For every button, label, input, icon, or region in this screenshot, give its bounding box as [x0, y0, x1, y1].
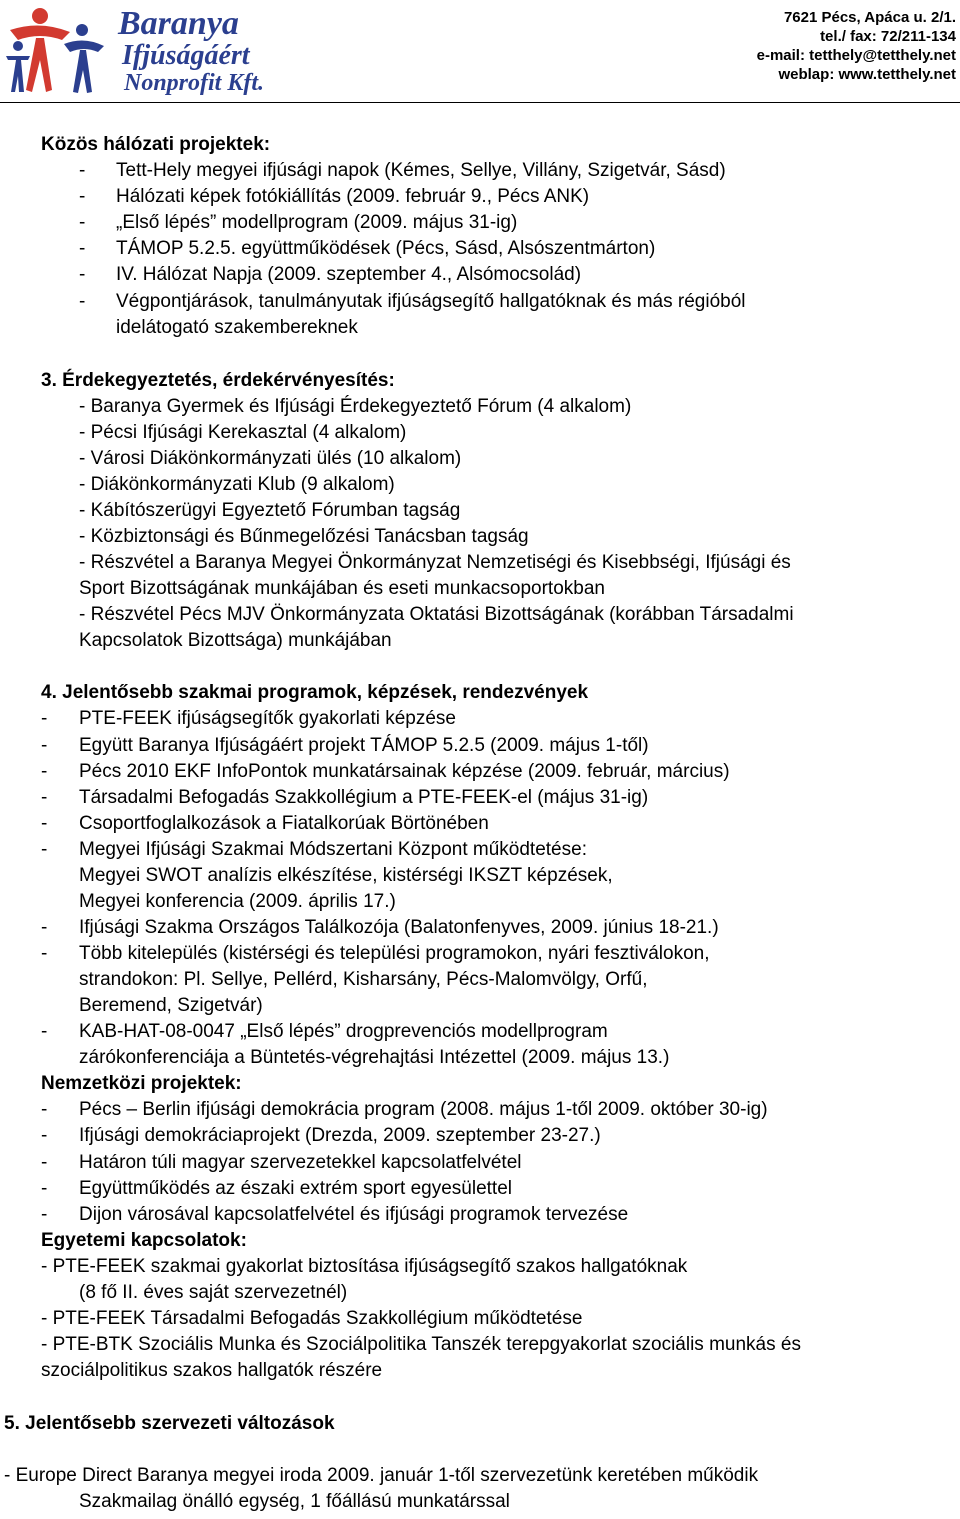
section4-item: Pécs 2010 EKF InfoPontok munkatársainak képzése (2009. február, március) [79, 761, 730, 782]
section4-item-continuation: Megyei SWOT analízis elkészítése, kistérségi IKSZT képzések, [79, 865, 613, 886]
logo-name-line1: Baranya [118, 5, 239, 42]
network-item-continuation: idelátogató szakembereknek [116, 317, 358, 338]
section4-item-continuation: Megyei konferencia (2009. április 17.) [79, 891, 396, 912]
contact-phone: tel./ fax: 72/211-134 [820, 28, 956, 45]
university-item: - PTE-FEEK szakmai gyakorlat biztosítása ifjúságsegítő szakos hallgatóknak [41, 1256, 688, 1277]
section3-item: - Diákönkormányzati Klub (9 alkalom) [79, 474, 395, 495]
logo-name-line2: Ifjúságáért [122, 40, 250, 71]
section4-item: Megyei Ifjúsági Szakmai Módszertani Központ működtetése: [79, 839, 587, 860]
international-item: Határon túli magyar szervezetekkel kapcsolatfelvétel [79, 1152, 522, 1173]
university-heading: Egyetemi kapcsolatok: [41, 1230, 247, 1251]
section4-item-continuation: zárókonferenciája a Büntetés-végrehajtási Intézettel (2009. május 13.) [79, 1047, 670, 1068]
section5-item-continuation: Szakmailag önálló egység, 1 főállású munkatárssal [79, 1491, 510, 1512]
section4-item: Több kitelepülés (kistérségi és települési programokon, nyári fesztiválokon, [79, 943, 710, 964]
network-dash: - [79, 264, 86, 285]
contact-address: 7621 Pécs, Apáca u. 2/1. [783, 9, 956, 26]
section3-heading: 3. Érdekegyeztetés, érdekérvényesítés: [41, 370, 395, 391]
organization-logo [0, 0, 300, 100]
network-item: IV. Hálózat Napja (2009. szeptember 4., Alsómocsolád) [116, 264, 582, 285]
section3-item: - Részvétel Pécs MJV Önkormányzata Oktatási Bizottságának (korábban Társadalmi [79, 604, 794, 625]
international-dash: - [41, 1125, 48, 1146]
network-dash: - [79, 186, 86, 207]
section4-dash: - [41, 813, 48, 834]
international-dash: - [41, 1152, 48, 1173]
university-item-continuation: szociálpolitikus szakos hallgatók részére [41, 1360, 383, 1381]
international-heading: Nemzetközi projektek: [41, 1073, 242, 1094]
section3-item-continuation: Kapcsolatok Bizottsága) munkájában [79, 630, 392, 651]
section4-item: Ifjúsági Szakma Országos Találkozója (Balatonfenyves, 2009. június 18-21.) [79, 917, 719, 938]
section4-item: KAB-HAT-08-0047 „Első lépés” drogprevenciós modellprogram [79, 1021, 608, 1042]
section4-dash: - [41, 735, 48, 756]
university-item: - PTE-FEEK Társadalmi Befogadás Szakkollégium működtetése [41, 1308, 583, 1329]
network-dash: - [79, 160, 86, 181]
university-item: - PTE-BTK Szociális Munka és Szociálpolitika Tanszék terepgyakorlat szociális munkás és [41, 1334, 801, 1355]
logo-name-line3: Nonprofit Kft. [124, 70, 265, 96]
contact-block [757, 8, 956, 84]
network-dash: - [79, 238, 86, 259]
section3-item: - Városi Diákönkormányzati ülés (10 alkalom) [79, 448, 462, 469]
international-item: Pécs – Berlin ifjúsági demokrácia program (2008. május 1-től 2009. október 30-ig) [79, 1099, 768, 1120]
network-item: Tett-Hely megyei ifjúsági napok (Kémes, Sellye, Villány, Szigetvár, Sásd) [116, 160, 726, 181]
section4-item: Társadalmi Befogadás Szakkollégium a PTE-FEEK-el (május 31-ig) [79, 787, 649, 808]
network-item: TÁMOP 5.2.5. együttműködések (Pécs, Sásd, Alsószentmárton) [116, 238, 656, 259]
international-item: Ifjúsági demokráciaprojekt (Drezda, 2009. szeptember 23-27.) [79, 1125, 601, 1146]
section4-item-continuation: strandokon: Pl. Sellye, Pellérd, Kisharsány, Pécs-Malomvölgy, Orfű, [79, 969, 648, 990]
network-item: „Első lépés” modellprogram (2009. május 31-ig) [116, 212, 518, 233]
header-divider [0, 102, 960, 103]
network-dash: - [79, 212, 86, 233]
international-dash: - [41, 1204, 48, 1225]
university-item-continuation: (8 fő II. éves saját szervezetnél) [79, 1282, 348, 1303]
section4-item: PTE-FEEK ifjúságsegítők gyakorlati képzése [79, 708, 457, 729]
section4-dash: - [41, 761, 48, 782]
section4-dash: - [41, 708, 48, 729]
international-dash: - [41, 1099, 48, 1120]
network-item: Hálózati képek fotókiállítás (2009. február 9., Pécs ANK) [116, 186, 590, 207]
section3-item: - Baranya Gyermek és Ifjúsági Érdekegyeztető Fórum (4 alkalom) [79, 396, 632, 417]
section4-heading: 4. Jelentősebb szakmai programok, képzések, rendezvények [41, 682, 589, 703]
section3-item: - Kábítószerügyi Egyeztető Fórumban tagság [79, 500, 461, 521]
section4-item: Együtt Baranya Ifjúságáért projekt TÁMOP 5.2.5 (2009. május 1-től) [79, 735, 649, 756]
section4-dash: - [41, 943, 48, 964]
section4-dash: - [41, 839, 48, 860]
section4-dash: - [41, 1021, 48, 1042]
section4-item: Csoportfoglalkozások a Fiatalkorúak Börtönében [79, 813, 489, 834]
section5-heading: 5. Jelentősebb szervezeti változások [4, 1413, 335, 1434]
section3-item: - Részvétel a Baranya Megyei Önkormányzat Nemzetiségi és Kisebbségi, Ifjúsági és [79, 552, 791, 573]
section4-item-continuation: Beremend, Szigetvár) [79, 995, 263, 1016]
page-header [0, 0, 960, 102]
international-dash: - [41, 1178, 48, 1199]
section4-dash: - [41, 917, 48, 938]
network-dash: - [79, 291, 86, 312]
section3-item-continuation: Sport Bizottságának munkájában és eseti munkacsoportokban [79, 578, 605, 599]
international-item: Dijon városával kapcsolatfelvétel és ifjúsági programok tervezése [79, 1204, 629, 1225]
network-heading: Közös hálózati projektek: [41, 134, 271, 155]
section3-item: - Közbiztonsági és Bűnmegelőzési Tanácsban tagság [79, 526, 529, 547]
logo-figures [6, 8, 104, 93]
international-item: Együttműködés az északi extrém sport egyesülettel [79, 1178, 512, 1199]
contact-web[interactable]: weblap: www.tetthely.net [778, 66, 956, 83]
contact-email[interactable]: e-mail: tetthely@tetthely.net [756, 47, 956, 64]
section3-item: - Pécsi Ifjúsági Kerekasztal (4 alkalom) [79, 422, 407, 443]
section5-item: - Europe Direct Baranya megyei iroda 2009. január 1-től szervezetünk keretében működik [4, 1465, 759, 1486]
section4-dash: - [41, 787, 48, 808]
network-item: Végpontjárások, tanulmányutak ifjúságsegítő hallgatóknak és más régióból [116, 291, 746, 312]
